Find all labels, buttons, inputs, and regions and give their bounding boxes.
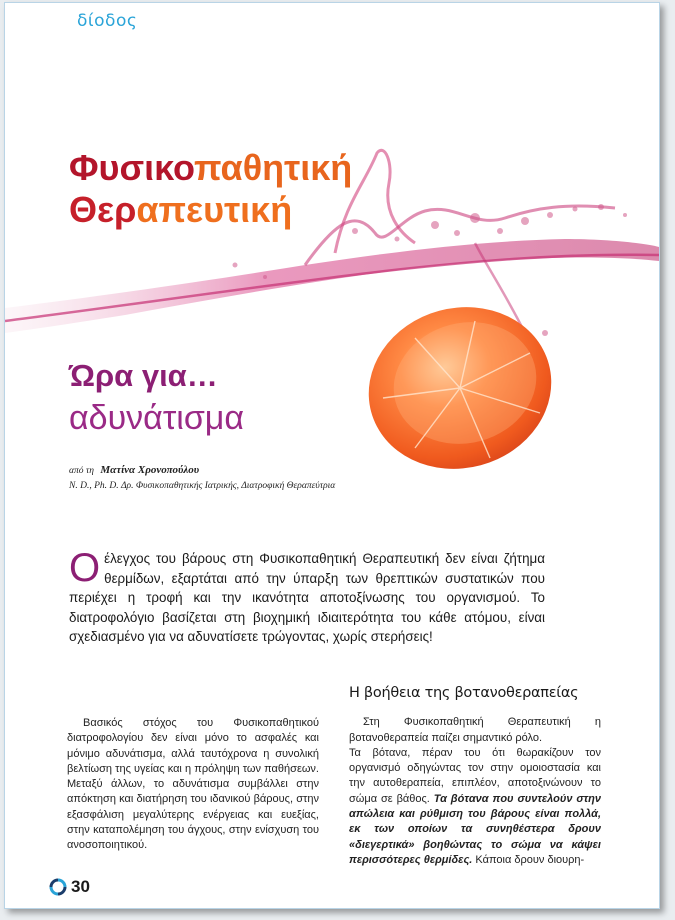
- author-name: Ματίνα Χρονοπούλου: [100, 464, 200, 476]
- drop-cap: Ο: [69, 546, 101, 590]
- title-line2-part1: Θερ: [69, 189, 137, 230]
- right-paragraph-2: [349, 746, 601, 868]
- title-line1-part2: παθητική: [194, 147, 353, 188]
- subtitle-line2: αδυνάτισμα: [69, 399, 245, 437]
- article-title: [69, 147, 352, 231]
- lead-paragraph: [69, 546, 545, 647]
- magazine-logo: δίοδος: [77, 11, 138, 31]
- article-subtitle: [69, 355, 244, 439]
- title-line2-part2: απευτική: [136, 189, 293, 230]
- subtitle-line1: Ώρα για…: [69, 358, 218, 393]
- byline-prefix: από τη: [69, 466, 94, 476]
- right-column: [349, 686, 601, 868]
- lead-text: έλεγχος του βάρους στη Φυσικοπαθητική Θεραπευτική δεν είναι ζήτημα θερμίδων, εξαρτάται από την ύπαρξη των θρεπτικών συστατικών που περιέχει η τροφή και την ικανότητα αποτοξίνωσης του οργανισμού. Το διατροφολόγιο βασίζεται στη βιοχημική ιδιαιτερότητα του κάθε ατόμου, είναι σχεδιασμένο για να αδυνατίσετε τρώγοντας, χωρίς στερήσεις!: [69, 551, 545, 645]
- circle-arrows-icon: [49, 878, 67, 896]
- section-heading: Η βοήθεια της βοτανοθεραπείας: [349, 685, 579, 701]
- page-number: 30: [71, 877, 90, 896]
- magazine-page: [4, 2, 660, 909]
- right-p2-tail: Κάποια δρουν διουρη-: [472, 853, 585, 866]
- byline: [69, 463, 335, 494]
- left-column-text: Βασικός στόχος του Φυσικοπαθητικού διατροφολογίου δεν είναι μόνο το ασφαλές και μόνιμο αδυνάτισμα, αλλά ταυτόχρονα η συνολική βελτίωση της υγείας και η πρόληψη των παθήσεων. Μεταξύ άλλων, το αδυνάτισμα συμβάλλει στην απόκτηση και διατήρηση του ιδανικού βάρους, στην εξασφάλιση μεγαλύτερης ενέργειας και ευεξίας, στην καταπολέμηση του άγχους, στην ενίσχυση του ανοσοποιητικού.: [67, 717, 319, 852]
- right-p2-emphasis: Τα βότανα που συντελούν στην απώλεια και ρύθμιση του βάρους είναι πολλά, εκ των οποίων τα συνηθέστερα δρουν «διεγερτικά» βοηθώντας το σώμα να κάψει περισσότερες θερμίδες.: [349, 792, 601, 866]
- author-credentials: N. D., Ph. D. Δρ. Φυσικοπαθητικής Ιατρικής, Διατροφική Θεραπεύτρια: [69, 481, 336, 491]
- title-line1-part1: Φυσικο: [69, 147, 194, 188]
- right-p2-text: Τα βότανα, πέραν του ότι θωρακίζουν τον οργανισμό οδηγώντας τον στην ομοιοστασία και την αυτοθεραπεία, επιπλέον, αποτοξινώνουν το σώμα σε βάθος.: [349, 746, 601, 805]
- right-paragraph-1: Στη Φυσικοπαθητική Θεραπευτική η βοτανοθεραπεία παίζει σημαντικό ρόλο.: [349, 716, 601, 744]
- page-footer: [49, 877, 90, 897]
